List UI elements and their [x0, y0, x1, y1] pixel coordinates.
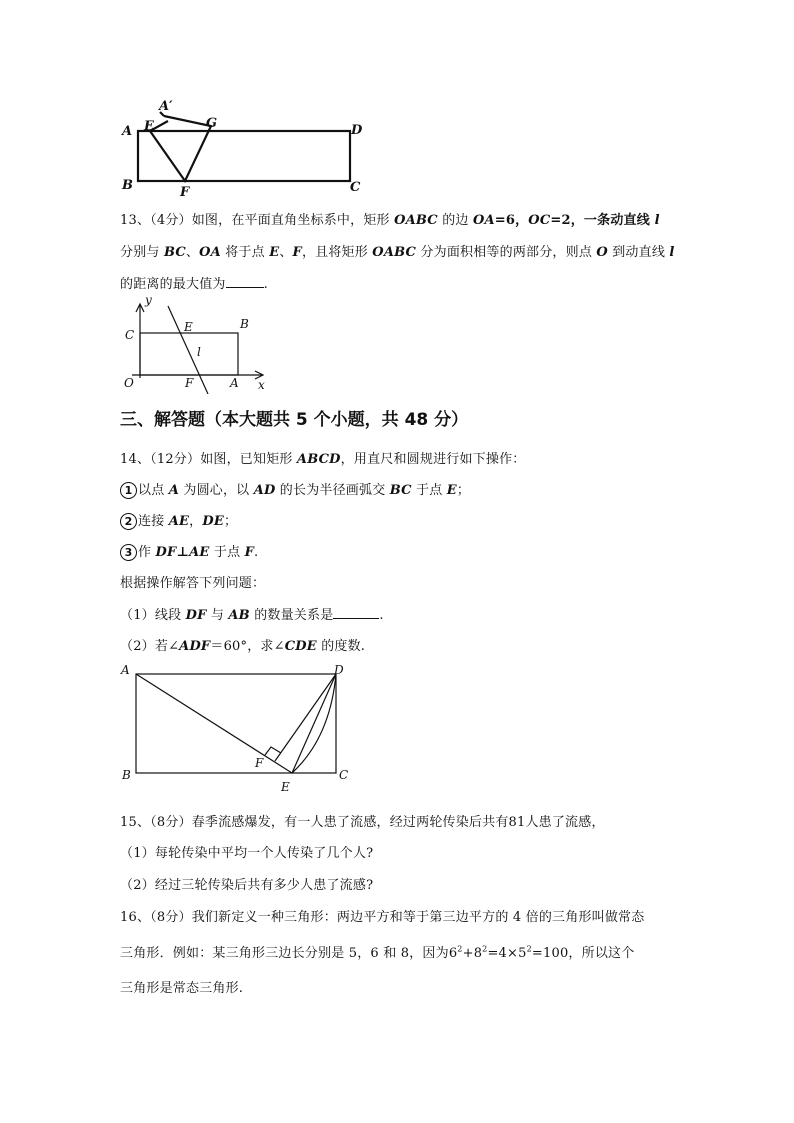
q15-number: 15、（8分） [120, 815, 192, 830]
q14-var: F [244, 545, 255, 560]
q13-var: l [654, 213, 660, 228]
fig14-label-b: B [122, 768, 131, 782]
fig14-label-c: C [339, 768, 349, 782]
q13-var: E [269, 245, 280, 260]
q14-text: 以点 [138, 483, 169, 498]
fig12-rectangle [138, 131, 350, 181]
q14-var: A [168, 483, 180, 498]
q14-text: 的数量关系是 [249, 608, 334, 623]
fig13-label-l: l [197, 345, 201, 359]
q13-text: 分为面积相等的两部分，则点 [416, 245, 597, 260]
q15-line1 [120, 811, 605, 830]
fig12-label-d: D [351, 123, 363, 138]
q14-text: 与 [206, 608, 229, 623]
q16-line1 [120, 906, 644, 925]
fig12-label-c: C [350, 180, 361, 195]
q14-var: DF⊥AE [155, 545, 210, 560]
q14-number: 14、（12分） [120, 452, 201, 467]
q16-line2 [120, 942, 634, 961]
q14-text: 于点 [209, 545, 245, 560]
fig13-label-o: O [124, 376, 134, 390]
fig12-label-f: F [180, 185, 190, 198]
q13-var: OA [472, 213, 495, 228]
eq-term: 8 [473, 946, 483, 961]
q14-intro [120, 448, 525, 467]
q14-text: ； [456, 483, 471, 498]
q14-prompt: 根据操作解答下列问题： [120, 576, 266, 591]
fig12-label-b: B [122, 178, 133, 193]
q14-text: 作 [138, 545, 156, 560]
q16-line3: 三角形是常态三角形. [120, 981, 244, 996]
q14-text: 为圆心，以 [179, 483, 254, 498]
q14-var: AD [253, 483, 276, 498]
q13-var: O [596, 245, 608, 260]
q14-var: DF [185, 608, 207, 623]
q13-text: 到动直线 [607, 245, 670, 260]
eq-exponent: 2 [457, 944, 463, 954]
q14-step2 [120, 510, 237, 530]
eq-term: =4×5 [487, 946, 527, 961]
q13-text: 、 [279, 245, 293, 260]
fig13-label-x: x [258, 378, 265, 392]
q14-text: ，用直尺和圆规进行如下操作： [340, 452, 526, 467]
fig13-label-f: F [185, 376, 194, 390]
eq-exponent: 2 [482, 944, 488, 954]
q13-text: =6， [494, 213, 529, 228]
q16-text: 三角形．例如：某三角形三边长分别是 5，6 和 8，因为 [120, 946, 449, 961]
q13-text: 的距离的最大值为 [120, 277, 226, 292]
q14-text: 如图，已知矩形 [200, 452, 297, 467]
step-number-badge: 3 [120, 544, 137, 561]
q13-text: =2，一条动直线 [550, 213, 655, 228]
q13-var: l [669, 245, 675, 260]
q16-text: 我们新定义一种三角形：两边平方和等于第三边平方的 4 倍的三角形叫做常态 [191, 910, 645, 925]
q13-text: ，且将矩形 [301, 245, 373, 260]
fig14-label-d: D [334, 663, 344, 677]
q14-var: BC [389, 483, 412, 498]
q16-text: ，所以这个 [568, 946, 635, 961]
q16-number: 16、（8分） [120, 910, 192, 925]
q13-text: 分别与 [120, 245, 164, 260]
q14-text: 的度数. [316, 639, 366, 654]
q14-text: （1）线段 [120, 608, 186, 623]
q13-var: OC [528, 213, 551, 228]
q13-text: 、 [185, 245, 200, 260]
q13-text: 如图，在平面直角坐标系中，矩形 [191, 213, 395, 228]
q13-line1 [120, 209, 660, 228]
fig14-label-e: E [281, 780, 290, 794]
q15-text: 春季流感爆发，有一人患了流感，经过两轮传染后共有81人患了流感， [191, 815, 605, 830]
fig13-rectangle [140, 333, 238, 375]
q14-text: 的长为半径画弧交 [275, 483, 390, 498]
fig12-label-a: A [122, 124, 133, 139]
q13-var: BC [163, 245, 186, 260]
q14-text: 连接 [138, 514, 169, 529]
figure-q12 [118, 96, 368, 198]
step-number-badge: 2 [120, 513, 137, 530]
q15-sub2: （2）经过三轮传染后共有多少人患了流感? [120, 878, 374, 893]
q13-var: OABC [394, 213, 438, 228]
q14-text: . [254, 545, 259, 560]
q13-number: 13、（4分） [120, 213, 192, 228]
figure-q14 [116, 660, 356, 796]
q14-var: CDE [284, 639, 317, 654]
q14-var: DE [202, 514, 224, 529]
eq-exponent: 2 [526, 944, 532, 954]
eq-operator: + [462, 946, 474, 961]
q14-var: ABCD [296, 452, 341, 467]
q14-text: . [379, 608, 384, 623]
fig13-label-b: B [240, 317, 249, 331]
q14-answer-blank[interactable] [333, 606, 379, 619]
fig12-label-a-prime: A′ [159, 99, 173, 114]
figure-q13 [118, 294, 278, 394]
q14-var: AE [168, 514, 190, 529]
step-number-badge: 1 [120, 482, 137, 499]
fig12-label-g: G [206, 116, 218, 131]
fig13-label-c: C [125, 328, 135, 342]
fig13-label-e: E [184, 320, 193, 334]
fig14-label-a: A [121, 663, 130, 677]
q14-var: E [446, 483, 457, 498]
q13-var: OABC [372, 245, 417, 260]
q13-text: . [263, 277, 268, 292]
q13-var: F [292, 245, 302, 260]
q13-text: 的边 [437, 213, 473, 228]
q13-line2 [120, 241, 675, 260]
q14-text: ； [223, 514, 238, 529]
eq-term: 6 [448, 946, 458, 961]
q14-var: ADF [179, 639, 211, 654]
q14-step3 [120, 541, 258, 561]
fig14-right-angle-mark [265, 747, 281, 755]
eq-term: =100 [531, 946, 569, 961]
q14-text: 于点 [411, 483, 447, 498]
q14-var: AB [228, 608, 250, 623]
fig14-segment-ae [136, 674, 292, 773]
q14-text: （2）若∠ [120, 639, 180, 654]
q13-text: 将于点 [220, 245, 270, 260]
q14-sub1 [120, 604, 384, 623]
q13-answer-blank[interactable] [226, 275, 264, 288]
q13-line3 [120, 273, 268, 292]
fig14-label-f: F [255, 756, 264, 770]
fig14-segment-de [292, 674, 336, 773]
q16-equation [449, 946, 569, 961]
q14-step1 [120, 479, 470, 499]
q15-sub1: （1）每轮传染中平均一个人传染了几个人? [120, 846, 374, 861]
fig13-label-y: y [145, 294, 152, 307]
q14-text: ＝60°，求∠ [210, 639, 285, 654]
q14-sub2 [120, 635, 365, 654]
q13-var: OA [199, 245, 221, 260]
section-heading: 三、解答题（本大题共 5 个小题，共 48 分） [120, 410, 469, 430]
fig12-label-e: E [144, 119, 154, 134]
q14-text: ， [189, 514, 203, 529]
fig13-label-a: A [230, 376, 239, 390]
